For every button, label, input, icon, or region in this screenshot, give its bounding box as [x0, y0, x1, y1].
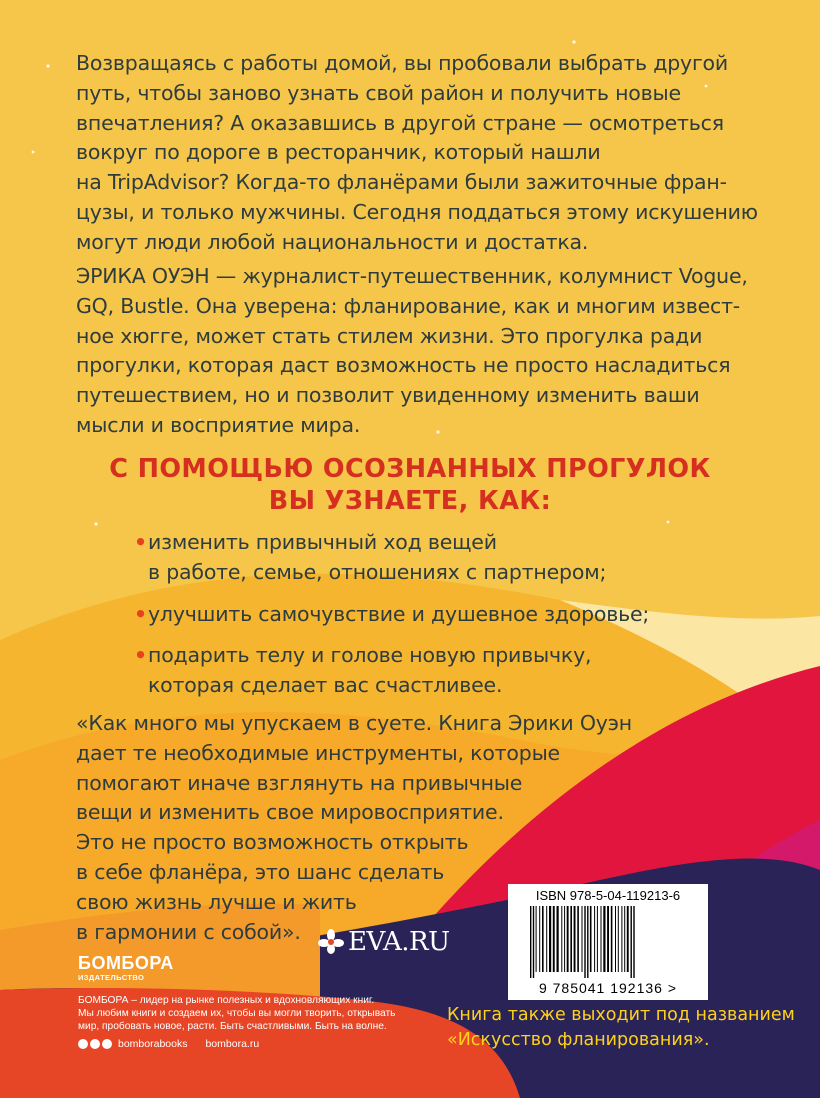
social-links	[78, 1038, 259, 1050]
isbn-barcode	[508, 884, 708, 1000]
barcode-digits: 9 785041 192136 >	[538, 980, 678, 996]
quote-source-logo	[318, 926, 450, 958]
review-quote: «Как много мы упускаем в суете. Книга Эрики Оуэн дает те необходимые инструменты, которые помогают иначе взглянуть на привычные вещи и изменить свое мировосприятие. Это не просто возможность открыть в себе фланёра, это шанс сделать свою жизнь лучше и жить в гармонии с собой».	[76, 711, 632, 944]
instagram-icon	[102, 1039, 112, 1049]
description-paragraph-2: ЭРИКА ОУЭН — журналист-путешественник, колумнист Vogue, GQ, Bustle. Она уверена: фланирование, как и многим извест- ное хюгге, может стать стилем жизни. Это прогулка ради прогулки, которая даст возможность не просто насладиться путешествием, но и позволит увиденному изменить ваши мысли и восприятие мира.	[76, 264, 748, 437]
bullet-icon: •	[134, 530, 147, 554]
isbn-label: ISBN 978-5-04-119213-6	[535, 888, 681, 903]
bullet-text: улучшить самочувствие и душевное здоровье;	[148, 601, 650, 626]
description-paragraph-1: Возвращаясь с работы домой, вы пробовали выбрать другой путь, чтобы заново узнать свой район и получить новые впечатления? А оказавшись в другой стране — осмотреться вокруг по дороге в ресторанчик, который нашли на TripAdvisor? Когда-то фланёрами были зажиточные фран- цузы, и только мужчины. Сегодня поддаться этому искушению могут люди любой национальности и достатка.	[76, 51, 758, 254]
benefits-list	[134, 528, 668, 701]
social-handle: bomborabooks	[118, 1038, 188, 1050]
publisher-logo: БОМБОРА	[78, 953, 174, 973]
alternate-title-note: Книга также выходит под названием «Искусство фланирования».	[447, 1005, 795, 1050]
facebook-icon	[78, 1039, 88, 1049]
bullet-text: изменить привычный ход вещей в работе, семье, отношениях с партнером;	[148, 530, 607, 584]
publisher-website: bombora.ru	[205, 1038, 260, 1050]
barcode-bars	[526, 906, 690, 978]
benefits-heading: С ПОМОЩЬЮ ОСОЗНАННЫХ ПРОГУЛОК ВЫ УЗНАЕТЕ, КАК:	[109, 454, 711, 516]
list-item	[134, 600, 668, 630]
publisher-description: БОМБОРА – лидер на рынке полезных и вдохновляющих книг. Мы любим книги и создаем их, чтобы вы могли творить, открывать мир, пробовать новое, расти. Быть счастливыми. Быть на волне.	[78, 995, 396, 1032]
vk-icon	[90, 1039, 100, 1049]
bullet-icon: •	[134, 643, 147, 668]
quote-source-name: EVA.RU	[348, 927, 450, 957]
bullet-text: подарить телу и голове новую привычку, которая сделает вас счастливее.	[148, 643, 592, 698]
list-item	[134, 528, 668, 588]
list-item	[134, 641, 668, 701]
publisher-logo-subtitle: ИЗДАТЕЛЬСТВО	[78, 973, 145, 982]
flower-icon	[318, 929, 344, 955]
bullet-icon: •	[134, 601, 147, 626]
